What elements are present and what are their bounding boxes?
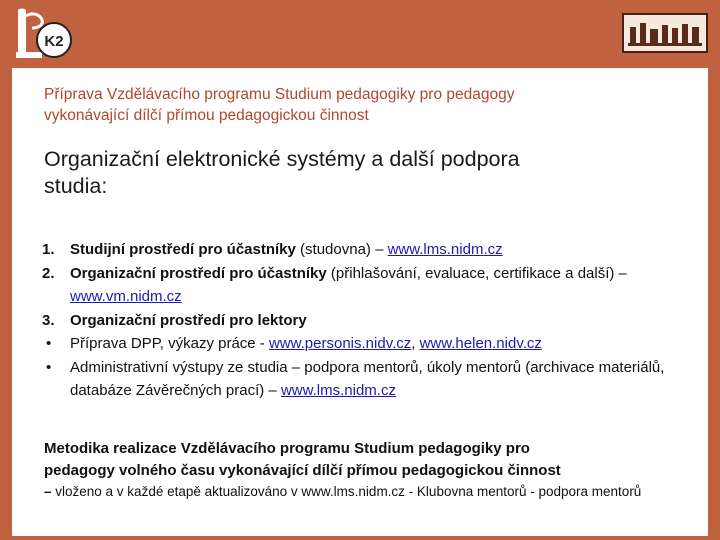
- methodology-line-2: pedagogy volného času vykonávající dílčí přímou pedagogickou činnost: [44, 462, 561, 479]
- list-marker: 2.: [42, 264, 55, 282]
- list-item: [42, 238, 692, 262]
- item-heading: Organizační prostředí pro účastníky: [70, 264, 327, 282]
- item-text: (studovna) –: [295, 241, 388, 258]
- item-heading: Organizační prostředí pro lektory: [70, 311, 307, 329]
- slide-title: [44, 146, 684, 200]
- title-line-2: studia:: [44, 174, 108, 198]
- bullet-marker: •: [46, 335, 52, 352]
- header-line-2: vykonávající dílčí přímou pedagogickou činnost: [44, 107, 369, 124]
- vm-link[interactable]: www.vm.nidm.cz: [70, 288, 182, 305]
- content-panel: [12, 68, 708, 536]
- list-marker: 1.: [42, 241, 55, 258]
- methodology-note: [44, 482, 684, 501]
- list-marker: 3.: [42, 311, 55, 329]
- link-separator: ,: [411, 335, 420, 352]
- item-text: (přihlašování, evaluace, certifikace a další) –: [326, 264, 627, 282]
- methodology-line-1: Metodika realizace Vzdělávacího programu Studium pedagogiky pro: [44, 440, 530, 457]
- title-line-1: Organizační elektronické systémy a další podpora: [44, 147, 520, 171]
- item-heading: Studijní prostředí pro účastníky: [70, 241, 296, 258]
- list-item: [42, 262, 692, 309]
- svg-text:K2: K2: [44, 33, 64, 50]
- lms-link[interactable]: www.lms.nidm.cz: [387, 241, 503, 258]
- list-item: [42, 309, 692, 333]
- program-header: [44, 84, 684, 126]
- bullet-marker: •: [46, 358, 52, 376]
- lms-link-2[interactable]: www.lms.nidm.cz: [280, 382, 396, 399]
- list-item: [42, 332, 692, 356]
- list-item: [42, 356, 692, 403]
- note-dash: –: [44, 484, 52, 499]
- item-text: Administrativní výstupy ze studia – podpora mentorů, úkoly mentorů (archivace materiálů, databáze Závěrečných prací) –: [70, 358, 665, 399]
- methodology-heading: [44, 438, 684, 482]
- k2-logo: [14, 6, 74, 62]
- personis-link[interactable]: www.personis.nidv.cz: [268, 335, 412, 352]
- helen-link[interactable]: www.helen.nidv.cz: [419, 335, 542, 352]
- item-text: Příprava DPP, výkazy práce -: [70, 335, 269, 352]
- nidm-logo: [622, 13, 708, 53]
- note-text: vloženo a v každé etapě aktualizováno v www.lms.nidm.cz - Klubovna mentorů - podpora mentorů: [51, 484, 642, 499]
- header-line-1: Příprava Vzdělávacího programu Studium pedagogiky pro pedagogy: [44, 86, 515, 103]
- systems-list: [42, 238, 692, 403]
